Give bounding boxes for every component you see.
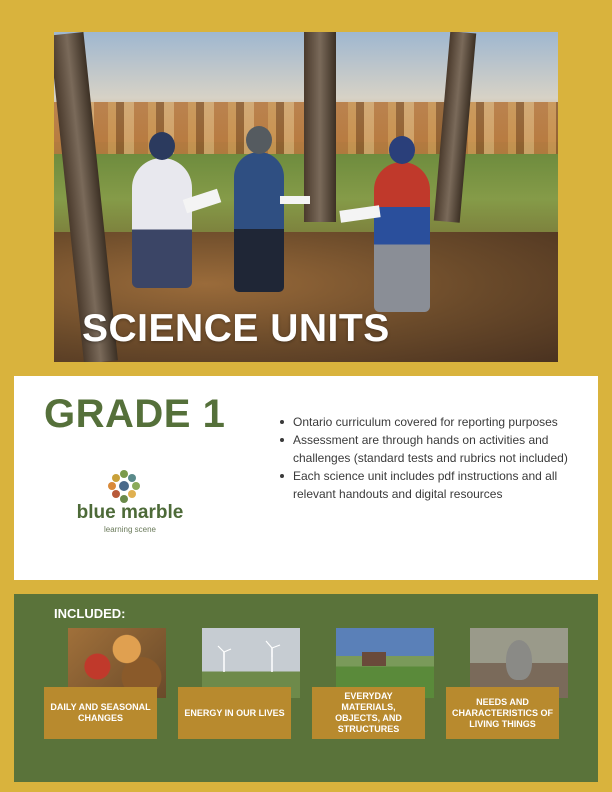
child-figure: [132, 158, 192, 288]
clipboard: [280, 196, 310, 204]
blue-marble-logo-icon: [106, 468, 142, 504]
grade-heading: GRADE 1: [44, 392, 226, 436]
included-section: [14, 594, 598, 782]
barn-shape: [362, 652, 386, 666]
feature-list: [276, 413, 576, 503]
unit-label: NEEDS AND CHARACTERISTICS OF LIVING THINGS: [446, 687, 559, 739]
feature-item: Ontario curriculum covered for reporting purposes: [276, 413, 576, 431]
grade-info-panel: [14, 376, 598, 580]
logo-tagline: learning scene: [103, 525, 157, 534]
unit-label: DAILY AND SEASONAL CHANGES: [44, 687, 157, 739]
logo-wordmark: blue marble: [76, 502, 184, 523]
hero-title: SCIENCE UNITS: [82, 307, 390, 350]
feature-item: Each science unit includes pdf instructions and all relevant handouts and digital resources: [276, 467, 576, 503]
unit-label: ENERGY IN OUR LIVES: [178, 687, 291, 739]
squirrel-shape: [506, 640, 532, 680]
feature-item: Assessment are through hands on activities and challenges (standard tests and rubrics not included): [276, 431, 576, 467]
unit-label: EVERYDAY MATERIALS, OBJECTS, AND STRUCTURES: [312, 687, 425, 739]
tree-trunk: [304, 32, 336, 222]
included-heading: INCLUDED:: [54, 606, 126, 621]
child-figure: [374, 162, 430, 312]
child-figure: [234, 152, 284, 292]
